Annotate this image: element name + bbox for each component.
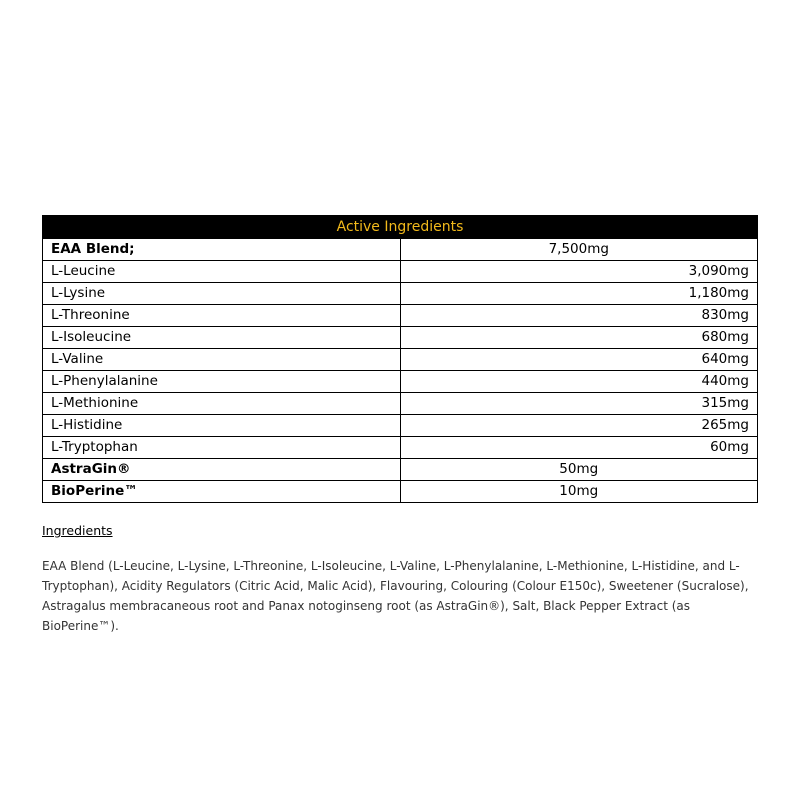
ingredient-amount: 1,180mg — [400, 283, 758, 305]
ingredient-amount: 830mg — [400, 305, 758, 327]
table-row-astragin — [43, 459, 758, 481]
ingredient-name: L-Histidine — [43, 415, 401, 437]
active-ingredients-table — [42, 215, 758, 503]
ingredient-amount: 440mg — [400, 371, 758, 393]
ingredients-paragraph: EAA Blend (L-Leucine, L-Lysine, L-Threonine, L-Isoleucine, L-Valine, L-Phenylalanine, L-Methionine, L-Histidine, and L-Tryptophan), Acidity Regulators (Citric Acid, Malic Acid), Flavouring, Colouring (Colour E150c), Sweetener (Sucralose), Astragalus membracaneous root and Panax notoginseng root (as AstraGin®), Salt, Black Pepper Extract (as BioPerine™). — [42, 559, 749, 633]
ingredient-name: L-Lysine — [43, 283, 401, 305]
ingredient-amount: 3,090mg — [400, 261, 758, 283]
active-ingredients-table-wrapper — [42, 215, 758, 503]
table-row — [43, 371, 758, 393]
ingredient-amount: 265mg — [400, 415, 758, 437]
table-row — [43, 349, 758, 371]
table-row — [43, 327, 758, 349]
ingredient-amount: 680mg — [400, 327, 758, 349]
table-row — [43, 283, 758, 305]
table-row-bioperine — [43, 481, 758, 503]
ingredient-amount: 60mg — [400, 437, 758, 459]
ingredient-name: L-Phenylalanine — [43, 371, 401, 393]
ingredient-name: L-Threonine — [43, 305, 401, 327]
blend-name: EAA Blend; — [43, 239, 401, 261]
extra-ingredient-amount: 10mg — [400, 481, 758, 503]
ingredient-name: L-Valine — [43, 349, 401, 371]
ingredient-amount: 640mg — [400, 349, 758, 371]
table-row — [43, 261, 758, 283]
ingredients-heading: Ingredients — [42, 523, 113, 538]
ingredient-name: L-Isoleucine — [43, 327, 401, 349]
extra-ingredient-amount: 50mg — [400, 459, 758, 481]
table-row — [43, 437, 758, 459]
ingredient-amount: 315mg — [400, 393, 758, 415]
table-title: Active Ingredients — [43, 216, 758, 239]
ingredient-name: L-Methionine — [43, 393, 401, 415]
blend-amount: 7,500mg — [400, 239, 758, 261]
ingredient-name: L-Tryptophan — [43, 437, 401, 459]
table-row-blend — [43, 239, 758, 261]
table-row — [43, 305, 758, 327]
table-row — [43, 415, 758, 437]
ingredient-name: L-Leucine — [43, 261, 401, 283]
table-header-row — [43, 216, 758, 239]
table-row — [43, 393, 758, 415]
extra-ingredient-name: AstraGin® — [43, 459, 401, 481]
extra-ingredient-name: BioPerine™ — [43, 481, 401, 503]
